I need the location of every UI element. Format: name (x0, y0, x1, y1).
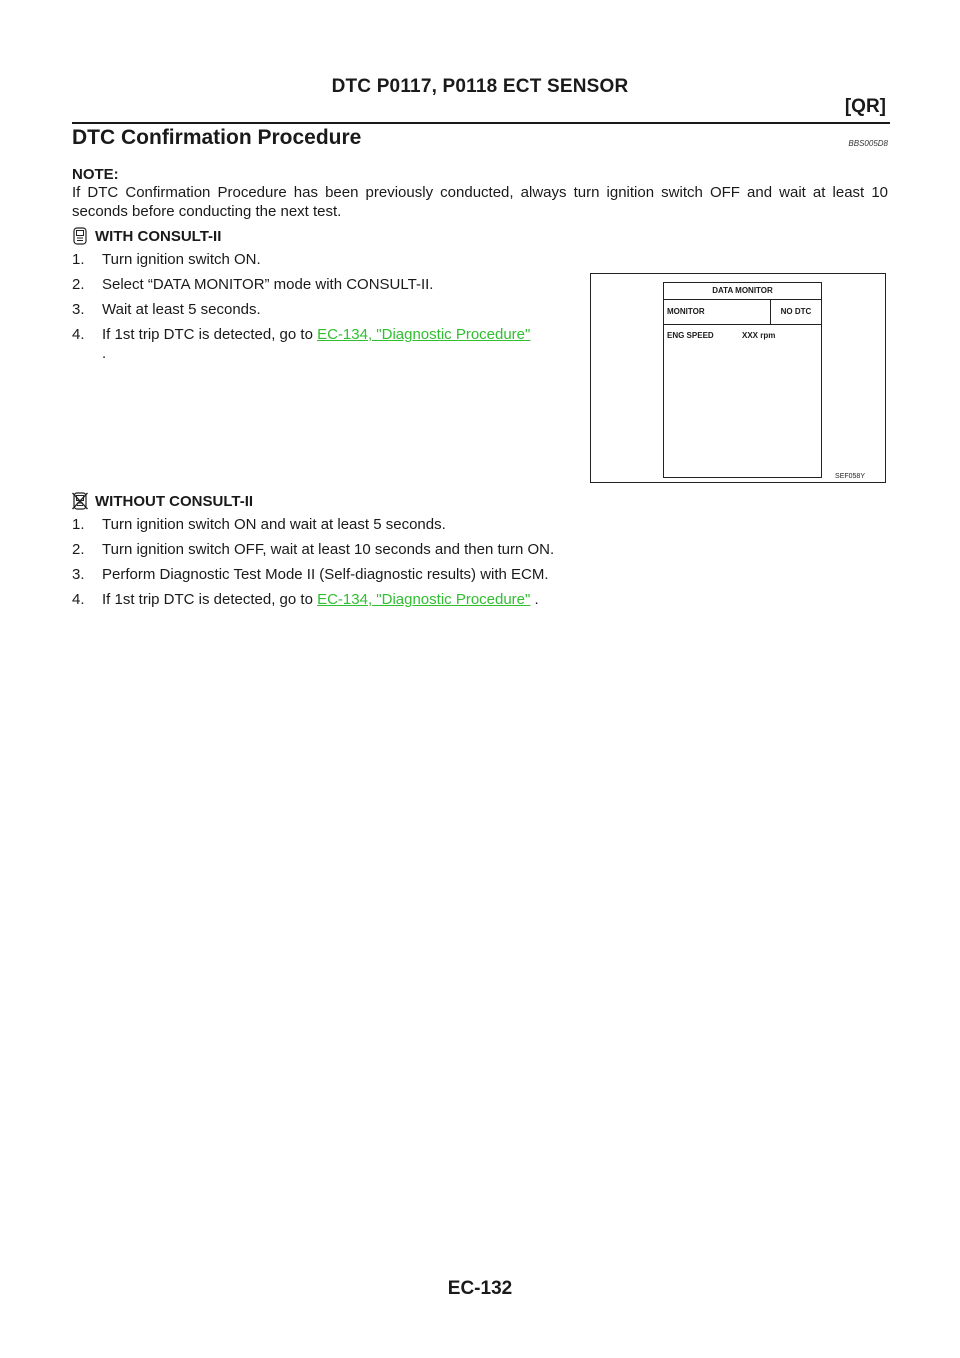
with-consult-steps (72, 250, 592, 369)
step-number: 4. (72, 591, 85, 608)
step-text: Perform Diagnostic Test Mode II (Self-diagnostic results) with ECM. (102, 566, 549, 583)
without-consult-heading-text: WITHOUT CONSULT-II (95, 492, 254, 510)
list-item (72, 275, 592, 294)
step-number: 2. (72, 276, 85, 293)
step-text: Turn ignition switch ON. (102, 251, 261, 268)
list-item (72, 565, 888, 584)
data-monitor-figure (590, 273, 886, 483)
page-number: EC-132 (447, 1278, 513, 1299)
step-number: 2. (72, 541, 85, 558)
step-number: 3. (72, 566, 85, 583)
step-number: 1. (72, 516, 85, 533)
with-consult-heading (72, 227, 221, 245)
screen-title: DATA MONITOR (664, 283, 821, 300)
step-text: Select “DATA MONITOR” mode with CONSULT-II. (102, 276, 434, 293)
list-item (72, 515, 888, 534)
without-consult-steps (72, 515, 888, 615)
note-text: If DTC Confirmation Procedure has been previously conducted, always turn ignition switch OFF and wait at least 10 seconds before conducting the next test. (72, 184, 888, 220)
step-trailing: . (530, 591, 539, 608)
step-text: Turn ignition switch OFF, wait at least 10 seconds and then turn ON. (102, 541, 555, 558)
step-trailing: . (102, 345, 107, 362)
eng-speed-label: ENG SPEED (667, 331, 714, 340)
diagnostic-procedure-link[interactable]: EC-134, "Diagnostic Procedure" (317, 326, 531, 343)
engine-tag: [QR] (844, 96, 886, 117)
step-text: If 1st trip DTC is detected, go to (102, 326, 318, 343)
list-item (72, 590, 888, 609)
screen-header-row (664, 300, 821, 325)
step-number: 3. (72, 301, 85, 318)
step-number: 1. (72, 251, 85, 268)
list-item (72, 540, 888, 559)
note-label: NOTE: (72, 166, 119, 183)
eng-speed-value: XXX rpm (742, 331, 776, 340)
consult-screen (663, 282, 822, 478)
step-text: Turn ignition switch ON and wait at least 5 seconds. (102, 516, 446, 533)
diagnostic-procedure-link[interactable]: EC-134, "Diagnostic Procedure" (317, 591, 531, 608)
consult-tester-icon (72, 227, 88, 245)
section-title: DTC Confirmation Procedure (72, 126, 362, 149)
header-rule (72, 122, 890, 124)
step-number: 4. (72, 326, 85, 343)
section-code: BBS005D8 (848, 139, 888, 148)
no-consult-tester-icon (72, 492, 88, 510)
list-item (72, 250, 592, 269)
screen-data-row (664, 325, 821, 346)
figure-code: SEF058Y (835, 473, 865, 480)
page-header-title: DTC P0117, P0118 ECT SENSOR (331, 76, 629, 97)
step-text: If 1st trip DTC is detected, go to (102, 591, 318, 608)
list-item (72, 325, 592, 363)
list-item (72, 300, 592, 319)
without-consult-heading (72, 492, 253, 510)
screen-col-monitor: MONITOR (664, 300, 771, 324)
screen-col-no-dtc: NO DTC (780, 307, 812, 316)
with-consult-heading-text: WITH CONSULT-II (95, 227, 222, 245)
step-text: Wait at least 5 seconds. (102, 301, 261, 318)
